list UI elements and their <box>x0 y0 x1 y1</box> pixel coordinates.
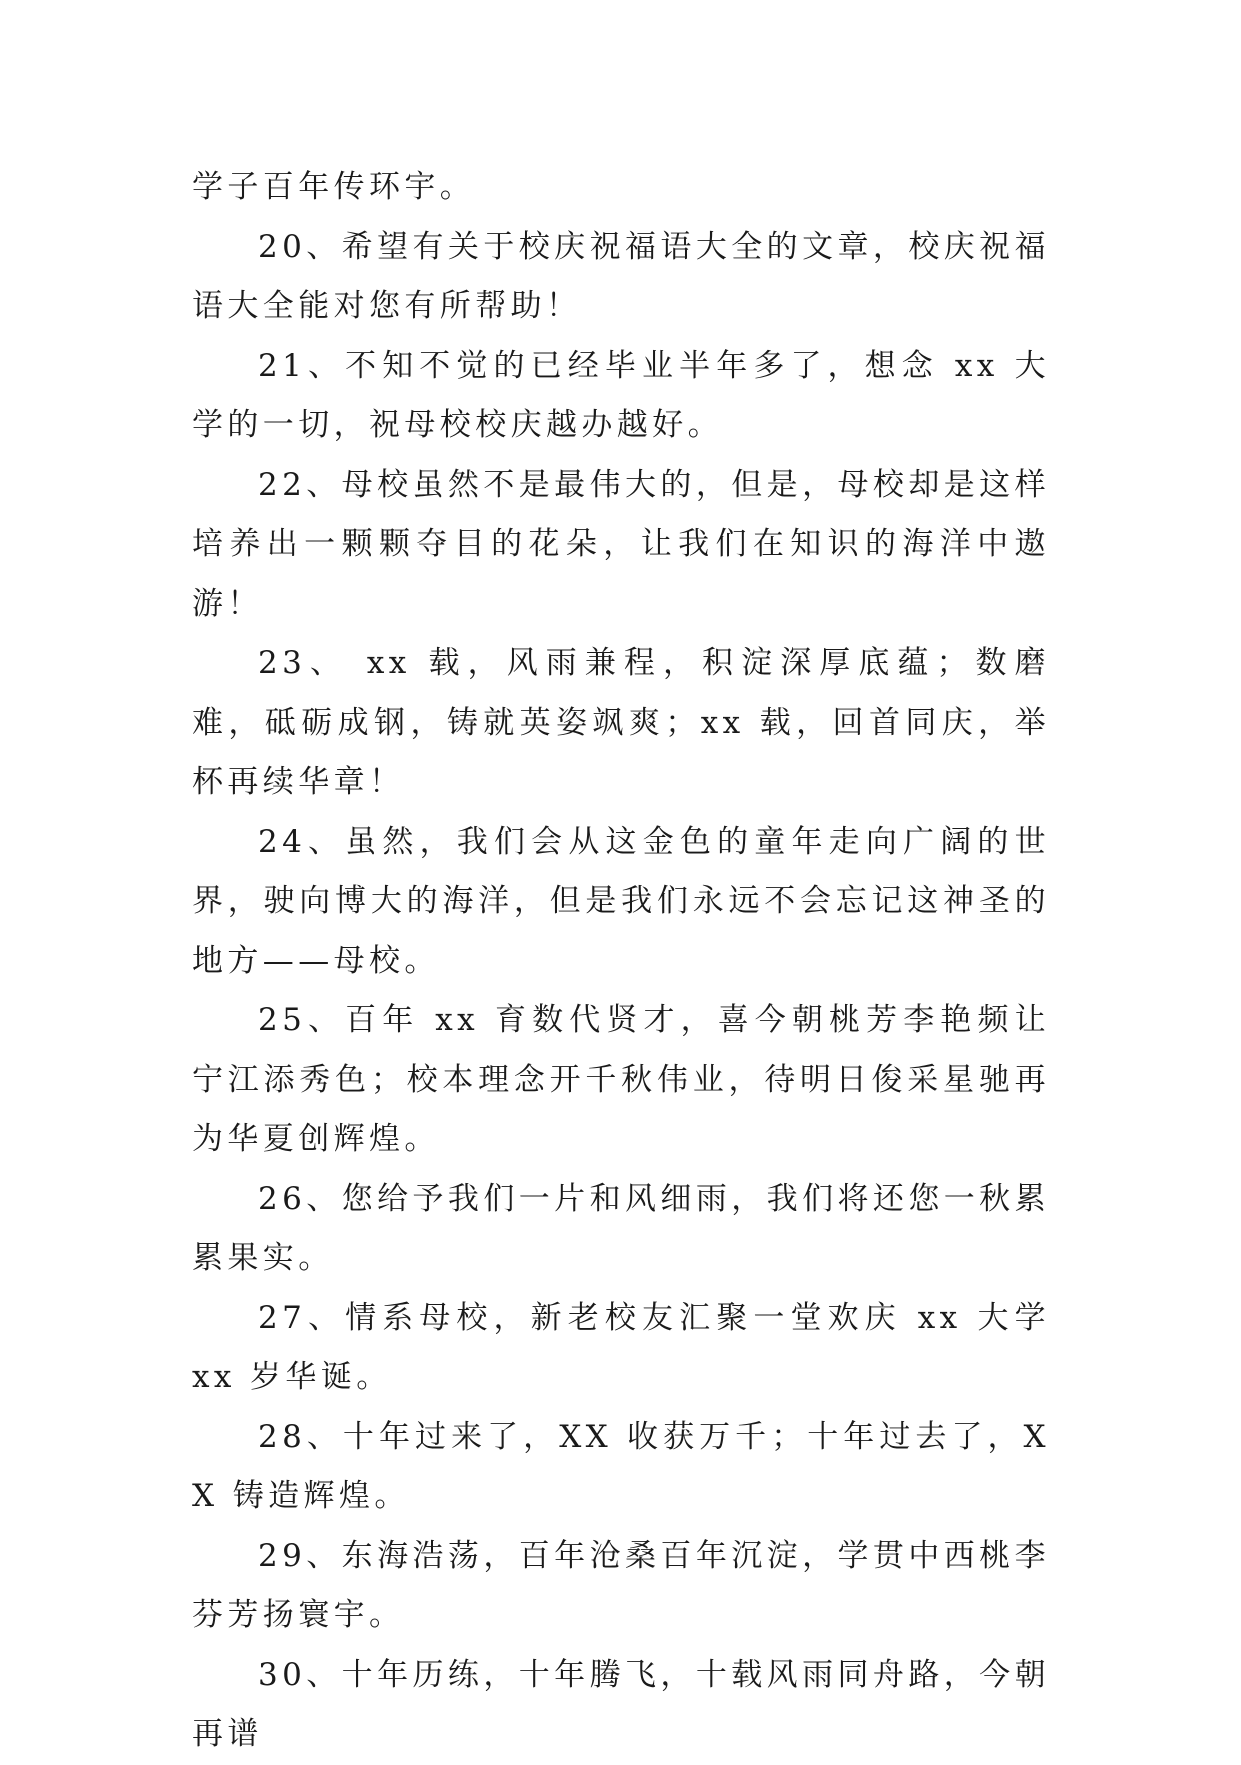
paragraph-item-30: 30、十年历练，十年腾飞，十载风雨同舟路，今朝再谱 <box>192 1656 1050 1752</box>
paragraph-item-25: 25、百年 xx 育数代贤才，喜今朝桃芳李艳频让宁江添秀色；校本理念开千秋伟业，待明日俊采星驰再为华夏创辉煌。 <box>192 1002 1050 1157</box>
paragraph-item-21: 21、不知不觉的已经毕业半年多了，想念 xx 大学的一切，祝母校校庆越办越好。 <box>192 347 1050 443</box>
paragraph-item-27: 27、情系母校，新老校友汇聚一堂欢庆 xx 大学 xx 岁华诞。 <box>192 1299 1050 1395</box>
paragraph-item-29: 29、东海浩荡，百年沧桑百年沉淀，学贯中西桃李芬芳扬寰宇。 <box>192 1537 1050 1633</box>
paragraph-continuation: 学子百年传环宇。 <box>192 169 476 205</box>
paragraph-item-23: 23、 xx 载，风雨兼程，积淀深厚底蕴；数磨难，砥砺成钢，铸就英姿飒爽；xx 载，回首同庆，举杯再续华章！ <box>192 645 1050 800</box>
paragraph-item-26: 26、您给予我们一片和风细雨，我们将还您一秋累累果实。 <box>192 1180 1050 1276</box>
paragraph-item-20: 20、希望有关于校庆祝福语大全的文章，校庆祝福语大全能对您有所帮助！ <box>192 228 1050 324</box>
paragraph-item-28: 28、十年过来了，XX 收获万千；十年过去了，XX 铸造辉煌。 <box>192 1418 1050 1514</box>
paragraph-item-24: 24、虽然，我们会从这金色的童年走向广阔的世界，驶向博大的海洋，但是我们永远不会忘记这神圣的地方——母校。 <box>192 823 1050 979</box>
document-body <box>192 158 1050 1765</box>
paragraph-item-22: 22、母校虽然不是最伟大的，但是，母校却是这样培养出一颗颗夺目的花朵，让我们在知识的海洋中遨游！ <box>192 466 1050 622</box>
